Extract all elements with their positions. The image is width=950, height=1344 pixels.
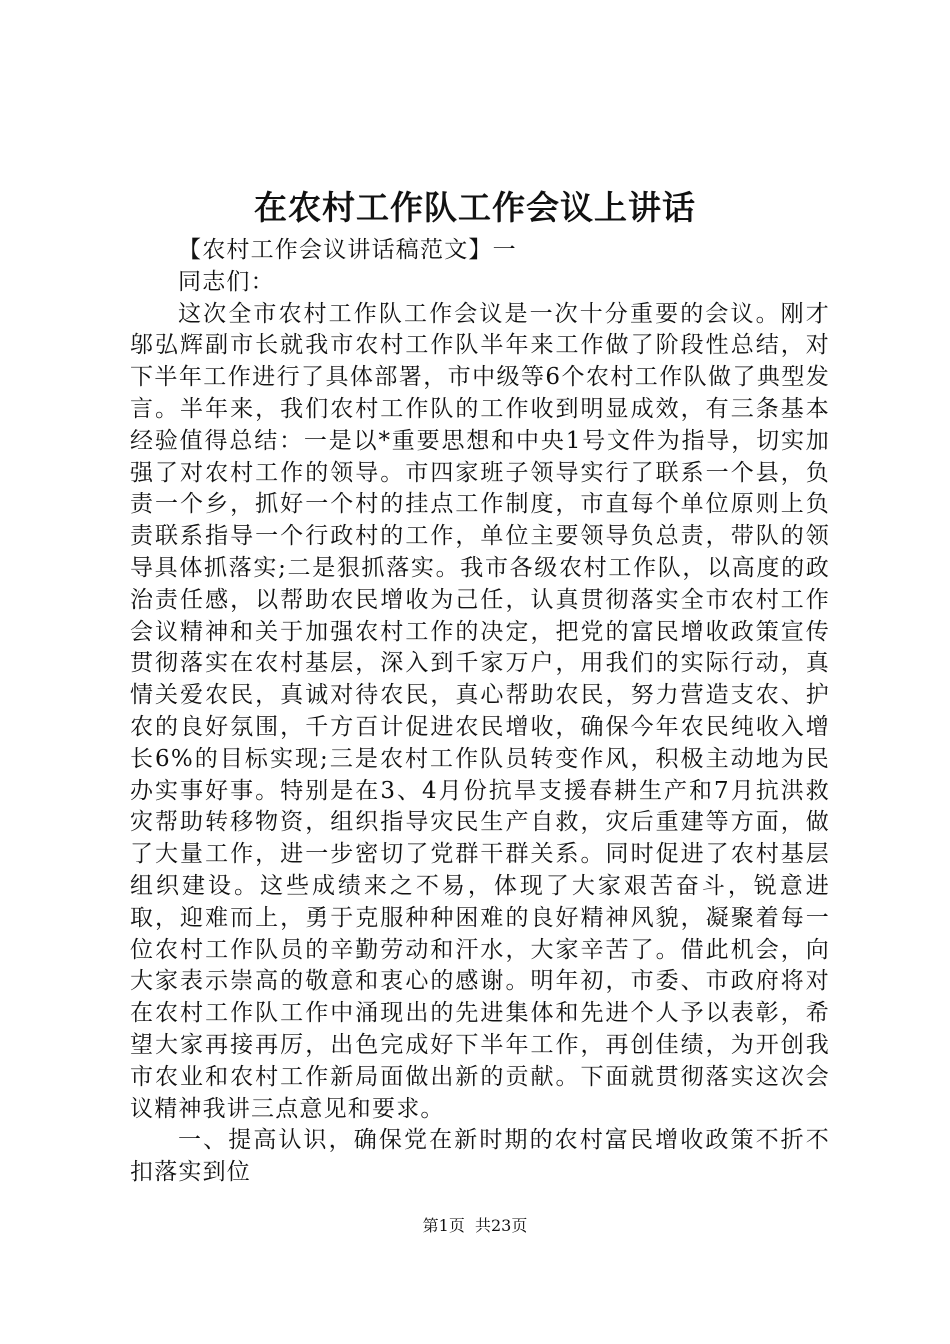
page-footer <box>0 1216 950 1236</box>
paragraph-source-heading: 【农村工作会议讲话稿范文】一 <box>178 237 517 263</box>
document-title: 在农村工作队工作会议上讲话 <box>254 188 696 227</box>
paragraph-section-heading: 一、提高认识，确保党在新时期的农村富民增收政策不折不扣落实到位 <box>130 1127 830 1186</box>
document-body <box>130 235 830 1189</box>
paragraph-salutation: 同志们： <box>178 268 275 295</box>
page-number: 第1页 共23页 <box>422 1216 528 1235</box>
paragraph-main: 这次全市农村工作队工作会议是一次十分重要的会议。刚才邬弘辉副市长就我市农村工作队半年来工作做了阶段性总结，对下半年工作进行了具体部署，市中级等6个农村工作队做了典型发言。半年来，我们农村工作队的工作收到明显成效，有三条基本经验值得总结：一是以*重要思想和中央1号文件为指导，切实加强了对农村工作的领导。市四家班子领导实行了联系一个县，负责一个乡，抓好一个村的挂点工作制度，市直每个单位原则上负责联系指导一个行政村的工作，单位主要领导负总责，带队的领导具体抓落实;二是狠抓落实。我市各级农村工作队，以高度的政治责任感，以帮助农民增收为己任，认真贯彻落实全市农村工作会议精神和关于加强农村工作的决定，把党的富民增收政策宣传贯彻落实在农村基层，深入到千家万户，用我们的实际行动，真情关爱农民，真诚对待农民，真心帮助农民，努力营造支农、护农的良好氛围，千方百计促进农民增收，确保今年农民纯收入增长6%的目标实现;三是农村工作队员转变作风，积极主动地为民办实事好事。特别是在3、4月份抗旱支援春耕生产和7月抗洪救灾帮助转移物资，组织指导灾民生产自救，灾后重建等方面，做了大量工作，进一步密切了党群干群关系。同时促进了农村基层组织建设。这些成绩来之不易，体现了大家艰苦奋斗，锐意进取，迎难而上，勇于克服种种困难的良好精神风貌，凝聚着每一位农村工作队员的辛勤劳动和汗水，大家辛苦了。借此机会，向大家表示崇高的敬意和衷心的感谢。明年初，市委、市政府将对在农村工作队工作中涌现出的先进集体和先进个人予以表彰，希望大家再接再厉，出色完成好下半年工作，再创佳绩，为开创我市农业和农村工作新局面做出新的贡献。下面就贯彻落实这次会议精神我讲三点意见和要求。 <box>130 300 830 1122</box>
